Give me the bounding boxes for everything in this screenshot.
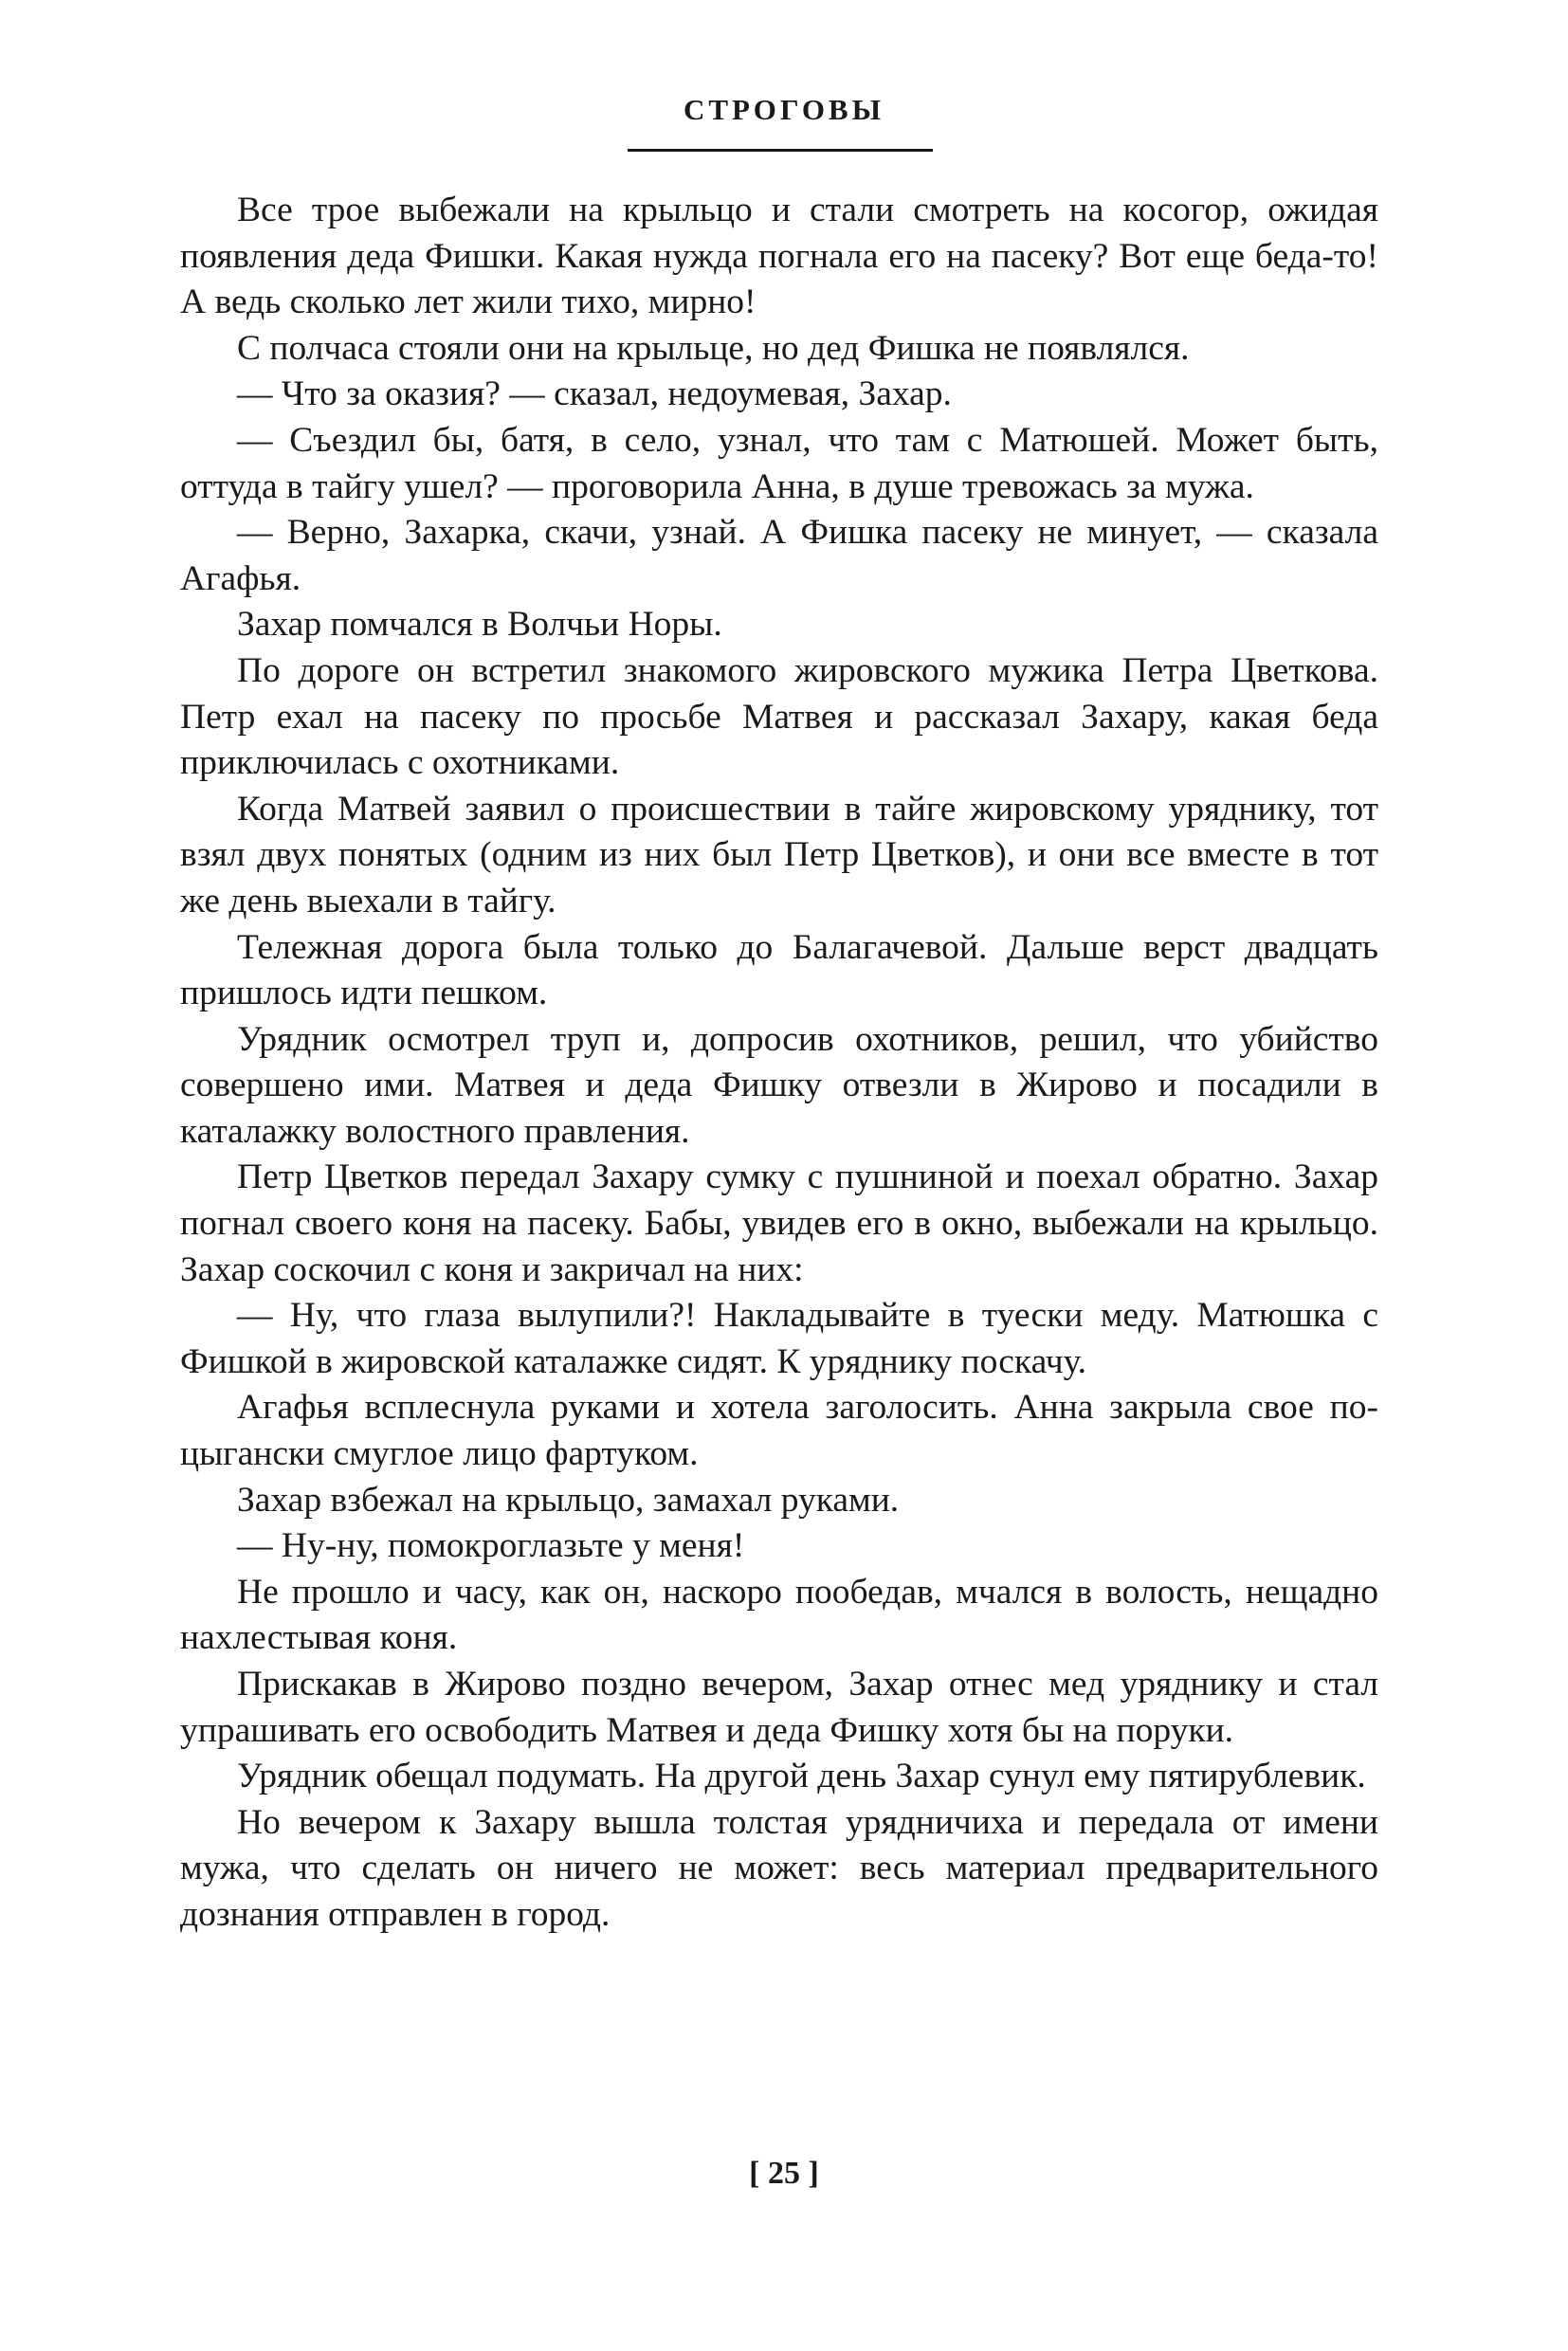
paragraph: Захар помчался в Волчьи Норы.: [237, 605, 722, 645]
body-text: [180, 188, 1378, 1939]
paragraph: Урядник обещал подумать. На другой день Захар сунул ему пятирублевик.: [237, 1757, 1366, 1796]
paragraph: Не прошло и часу, как он, наскоро пообедав, мчался в волость, нещадно нахлестывая коня.: [180, 1572, 1378, 1658]
paragraph: Когда Матвей заявил о происшествии в тайге жировскому уряднику, тот взял двух понятых (одним из них был Петр Цветков), и они все вместе в тот же день выехали в тайгу.: [180, 789, 1378, 920]
running-head-rule: [628, 149, 933, 152]
paragraph: Петр Цветков передал Захару сумку с пушниной и поехал обратно. Захар погнал своего коня на пасеку. Бабы, увидев его в окно, выбежали на крыльцо. Захар соскочил с коня и закричал на них:: [180, 1157, 1378, 1289]
paragraph: С полчаса стояли они на крыльце, но дед Фишка не появлялся.: [237, 328, 1190, 368]
paragraph: Тележная дорога была только до Балагачевой. Дальше верст двадцать пришлось идти пешком.: [180, 927, 1378, 1013]
paragraph: Урядник осмотрел труп и, допросив охотников, решил, что убийство совершено ими. Матвея и деда Фишку отвезли в Жирово и посадили в каталажку волостного правления.: [180, 1019, 1378, 1151]
paragraph: Прискакав в Жирово поздно вечером, Захар отнес мед уряднику и стал упрашивать его освободить Матвея и деда Фишку хотя бы на поруки.: [180, 1665, 1378, 1750]
paragraph: Захар взбежал на крыльцо, замахал руками.: [237, 1480, 900, 1520]
page-number: [ 25 ]: [749, 2156, 819, 2191]
paragraph: Все трое выбежали на крыльцо и стали смотреть на косогор, ожидая появления деда Фишки. Какая нужда погнала его на пасеку? Вот еще беда-то! А ведь сколько лет жили тихо, мирно!: [180, 191, 1378, 322]
paragraph: Но вечером к Захару вышла толстая урядничиха и передала от имени мужа, что сделать он ничего не может: весь материал предварительного дознания отправлен в город.: [180, 1802, 1378, 1934]
running-head: СТРОГОВЫ: [683, 93, 885, 126]
paragraph: По дороге он встретил знакомого жировского мужика Петра Цветкова. Петр ехал на пасеку по просьбе Матвея и рассказал Захару, какая беда приключилась с охотниками.: [180, 650, 1378, 783]
paragraph: — Что за оказия? — сказал, недоумевая, Захар.: [237, 374, 952, 414]
paragraph: — Ну-ну, помокроглазьте у меня!: [237, 1526, 745, 1566]
paragraph: Агафья всплеснула руками и хотела заголосить. Анна закрыла свое по-цыгански смуглое лицо фартуком.: [180, 1388, 1378, 1474]
paragraph: — Съездил бы, батя, в село, узнал, что там с Матюшей. Может быть, оттуда в тайгу ушел? — проговорила Анна, в душе тревожась за мужа.: [180, 420, 1378, 506]
paragraph: — Ну, что глаза вылупили?! Накладывайте в туески меду. Матюшка с Фишкой в жировской каталажке сидят. К уряднику поскачу.: [180, 1296, 1378, 1381]
paragraph: — Верно, Захарка, скачи, узнай. А Фишка пасеку не минует, — сказала Агафья.: [180, 513, 1378, 598]
